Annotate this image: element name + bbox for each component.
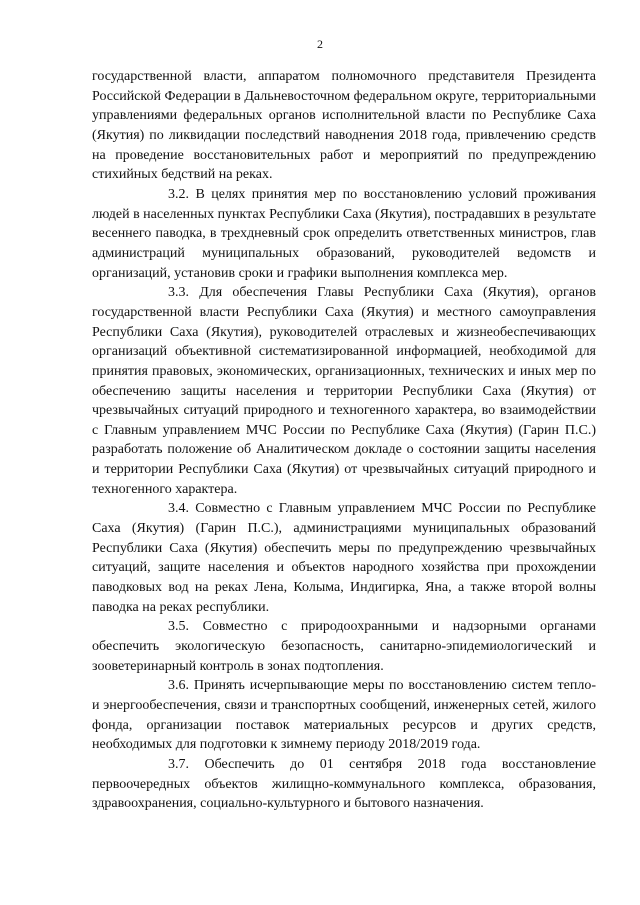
paragraph-number: 3.5. bbox=[168, 619, 189, 635]
paragraph-3-4 bbox=[92, 499, 596, 617]
paragraph-3-2 bbox=[92, 185, 596, 283]
paragraph-3-3 bbox=[92, 283, 596, 499]
paragraph-number: 3.2. bbox=[168, 186, 189, 202]
paragraph-text: Совместно с природоохранными и надзорными органами обеспечить экологическую безопасность, санитарно-эпидемиологический и зооветеринарный контроль в зонах подтопления. bbox=[92, 619, 597, 674]
paragraph-continuation bbox=[92, 67, 596, 185]
paragraph-text: Для обеспечения Главы Республики Саха (Якутия), органов государственной власти Республики Саха (Якутия) и местного самоуправления Республики Саха (Якутия), руководителей отраслевых и жизнеобеспечивающих организаций объективной систематизированной информацией, необходимой для принятия правовых, экономических, организационных, технических и иных мер по обеспечению защиты населения и территории Республики Саха (Якутия) от чрезвычайных ситуаций природного и техногенного характера, во взаимодействии с Главным управлением МЧС России по Республике Саха (Якутия) (Гарин П.С.) разработать положение об Аналитическом докладе о состоянии защиты населения и территории Республики Саха (Якутия) от чрезвычайных ситуаций природного и техногенного характера. bbox=[92, 285, 597, 497]
paragraph-number: 3.4. bbox=[168, 501, 189, 517]
paragraph-3-7 bbox=[92, 755, 596, 814]
paragraph-text: Совместно с Главным управлением МЧС России по Республике Саха (Якутия) (Гарин П.С.), администрациями муниципальных образований Республики Саха (Якутия) обеспечить меры по предупреждению чрезвычайных ситуаций, защите населения и объектов народного хозяйства при прохождении паводковых вод на реках Лена, Колыма, Индигирка, Яна, а также второй волны паводка на реках республики. bbox=[92, 501, 597, 615]
paragraph-number: 3.3. bbox=[168, 285, 189, 301]
paragraph-3-5 bbox=[92, 617, 596, 676]
paragraph-3-6 bbox=[92, 676, 596, 755]
paragraph-text: В целях принятия мер по восстановлению условий проживания людей в населенных пунктах Республики Саха (Якутия), пострадавших в результате весеннего паводка, в трехдневный срок определить ответственных министров, глав администраций муниципальных образований, руководителей ведомств и организаций, установив сроки и графики выполнения комплекса мер. bbox=[92, 186, 597, 281]
page-number: 2 bbox=[317, 37, 323, 51]
document-body bbox=[92, 67, 596, 814]
paragraph-text: государственной власти, аппаратом полномочного представителя Президента Российской Федерации в Дальневосточном федеральном округе, территориальными управлениями федеральных органов исполнительной власти по Республике Саха (Якутия) по ликвидации последствий наводнения 2018 года, привлечению средств на проведение восстановительных работ и мероприятий по предупреждению стихийных бедствий на реках. bbox=[92, 69, 596, 183]
paragraph-number: 3.7. bbox=[168, 756, 189, 772]
paragraph-number: 3.6. bbox=[168, 678, 189, 694]
paragraph-text: Обеспечить до 01 сентября 2018 года восстановление первоочередных объектов жилищно-коммунального комплекса, образования, здравоохранения, социально-культурного и бытового назначения. bbox=[92, 756, 597, 812]
paragraph-text: Принять исчерпывающие меры по восстановлению систем тепло- и энергообеспечения, связи и транспортных сообщений, инженерных сетей, жилого фонда, организации поставок материальных ресурсов и других средств, необходимых для подготовки к зимнему периоду 2018/2019 года. bbox=[92, 678, 596, 753]
